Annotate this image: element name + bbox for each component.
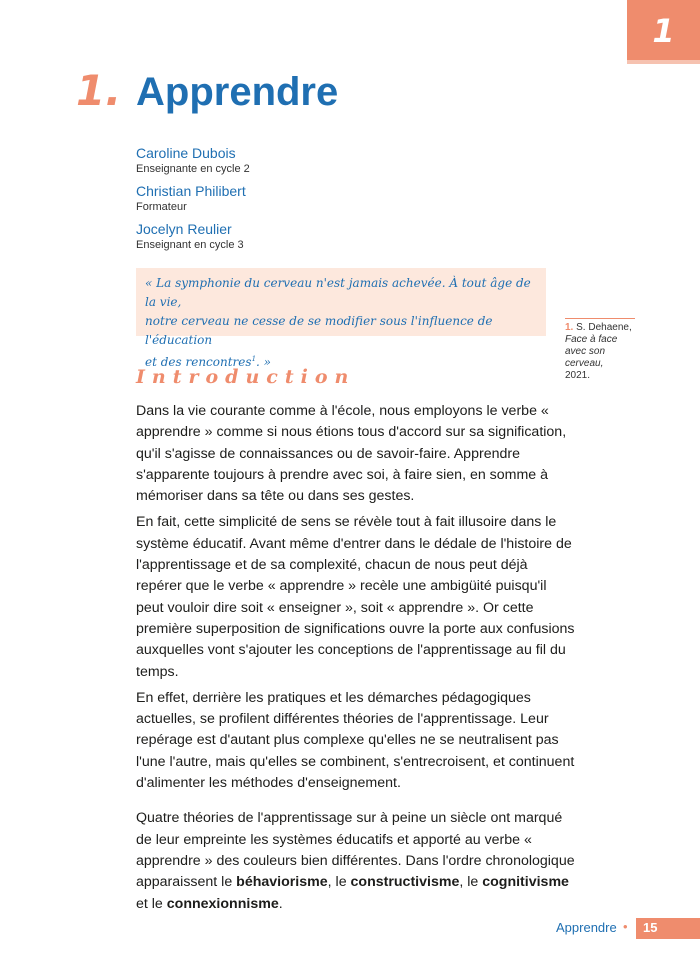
title-number: 1. xyxy=(76,66,122,115)
author-role: Enseignante en cycle 2 xyxy=(136,163,250,175)
page-title: Apprendre xyxy=(136,70,339,114)
epigraph-quote xyxy=(136,268,546,369)
paragraph-text: et le xyxy=(136,895,167,912)
author-name: Caroline Dubois xyxy=(136,145,236,161)
footnote-ref[interactable]: 1 xyxy=(251,355,257,363)
footer-running-title: Apprendre xyxy=(556,920,617,935)
page-number: 15 xyxy=(643,920,658,935)
author-block xyxy=(136,183,246,215)
footnote-title: Face à face avec son cerveau, xyxy=(565,334,618,369)
paragraph: En effet, derrière les pratiques et les démarches pédagogiques actuelles, se profilent différentes théories de l'apprentissage. Leur repérage est d'autant plus complexe qu'elles ne se neutralisent pas l'une l'autre, mais qu'elles se combinent, s'entrecroisent, et continuent d'alimenter les méthodes d'enseignement. xyxy=(136,689,575,792)
footnote-author: S. Dehaene, xyxy=(576,322,632,333)
key-term: connexionnisme xyxy=(166,895,279,912)
quote-line: notre cerveau ne cesse de se modifier sous l'influence de l'éducation xyxy=(145,314,493,347)
margin-footnote xyxy=(565,318,635,382)
author-name: Christian Philibert xyxy=(136,183,246,199)
quote-end: . » xyxy=(256,355,272,369)
chapter-tab-shadow xyxy=(627,60,700,64)
quote-line: et des rencontres xyxy=(145,355,252,369)
author-name: Jocelyn Reulier xyxy=(136,221,232,237)
paragraph-text: , le xyxy=(459,874,483,891)
author-role: Enseignant en cycle 3 xyxy=(136,239,244,251)
author-block xyxy=(136,221,244,253)
chapter-tab xyxy=(627,0,700,60)
key-term: constructivisme xyxy=(350,874,460,891)
paragraph-text: Quatre théories de l'apprentissage sur à peine un siècle ont marqué de leur empreinte les systèmes éducatifs et apporté au verbe « apprendre » des couleurs bien différentes. Dans l'ordre chronologique apparaissent le xyxy=(136,810,575,891)
body-text xyxy=(136,401,576,920)
paragraph-text: , le xyxy=(327,874,351,891)
paragraph: En fait, cette simplicité de sens se révèle tout à fait illusoire dans le système éducatif. Avant même d'entrer dans le dédale de l'histoire de l'apprentissage et de sa complexité, chacun de nous peut déjà repérer que le verbe « apprendre » recèle une ambigüité puisqu'il peut vouloir dire soit « enseigner », soit « apprendre ». Or cette première superposition de significations ouvre la porte aux confusions auxquelles vont s'ajouter les conceptions de l'apprentissage au fil du temps. xyxy=(136,514,575,680)
author-block xyxy=(136,145,250,177)
paragraph-text: . xyxy=(278,895,283,912)
page-number-box xyxy=(636,918,700,939)
key-term: béhaviorisme xyxy=(236,874,328,891)
chapter-number: 1 xyxy=(652,12,675,50)
section-heading: Introduction xyxy=(136,366,356,388)
quote-line: « La symphonie du cerveau n'est jamais achevée. À tout âge de la vie, xyxy=(145,276,531,309)
key-term: cognitivisme xyxy=(482,874,569,891)
author-role: Formateur xyxy=(136,201,187,213)
footnote-number: 1. xyxy=(565,322,574,333)
paragraph xyxy=(136,808,576,914)
footnote-year: 2021. xyxy=(565,370,591,381)
footer-bullet: • xyxy=(623,919,628,934)
paragraph: Dans la vie courante comme à l'école, nous employons le verbe « apprendre » comme si nous étions tous d'accord sur sa signification, qu'il s'agisse de connaissances ou de savoir-faire. Apprendre s'apparente toujours à prendre avec soi, à faire sien, en somme à mémoriser dans sa tête ou dans ses gestes. xyxy=(136,403,567,505)
quote-text xyxy=(145,274,545,372)
